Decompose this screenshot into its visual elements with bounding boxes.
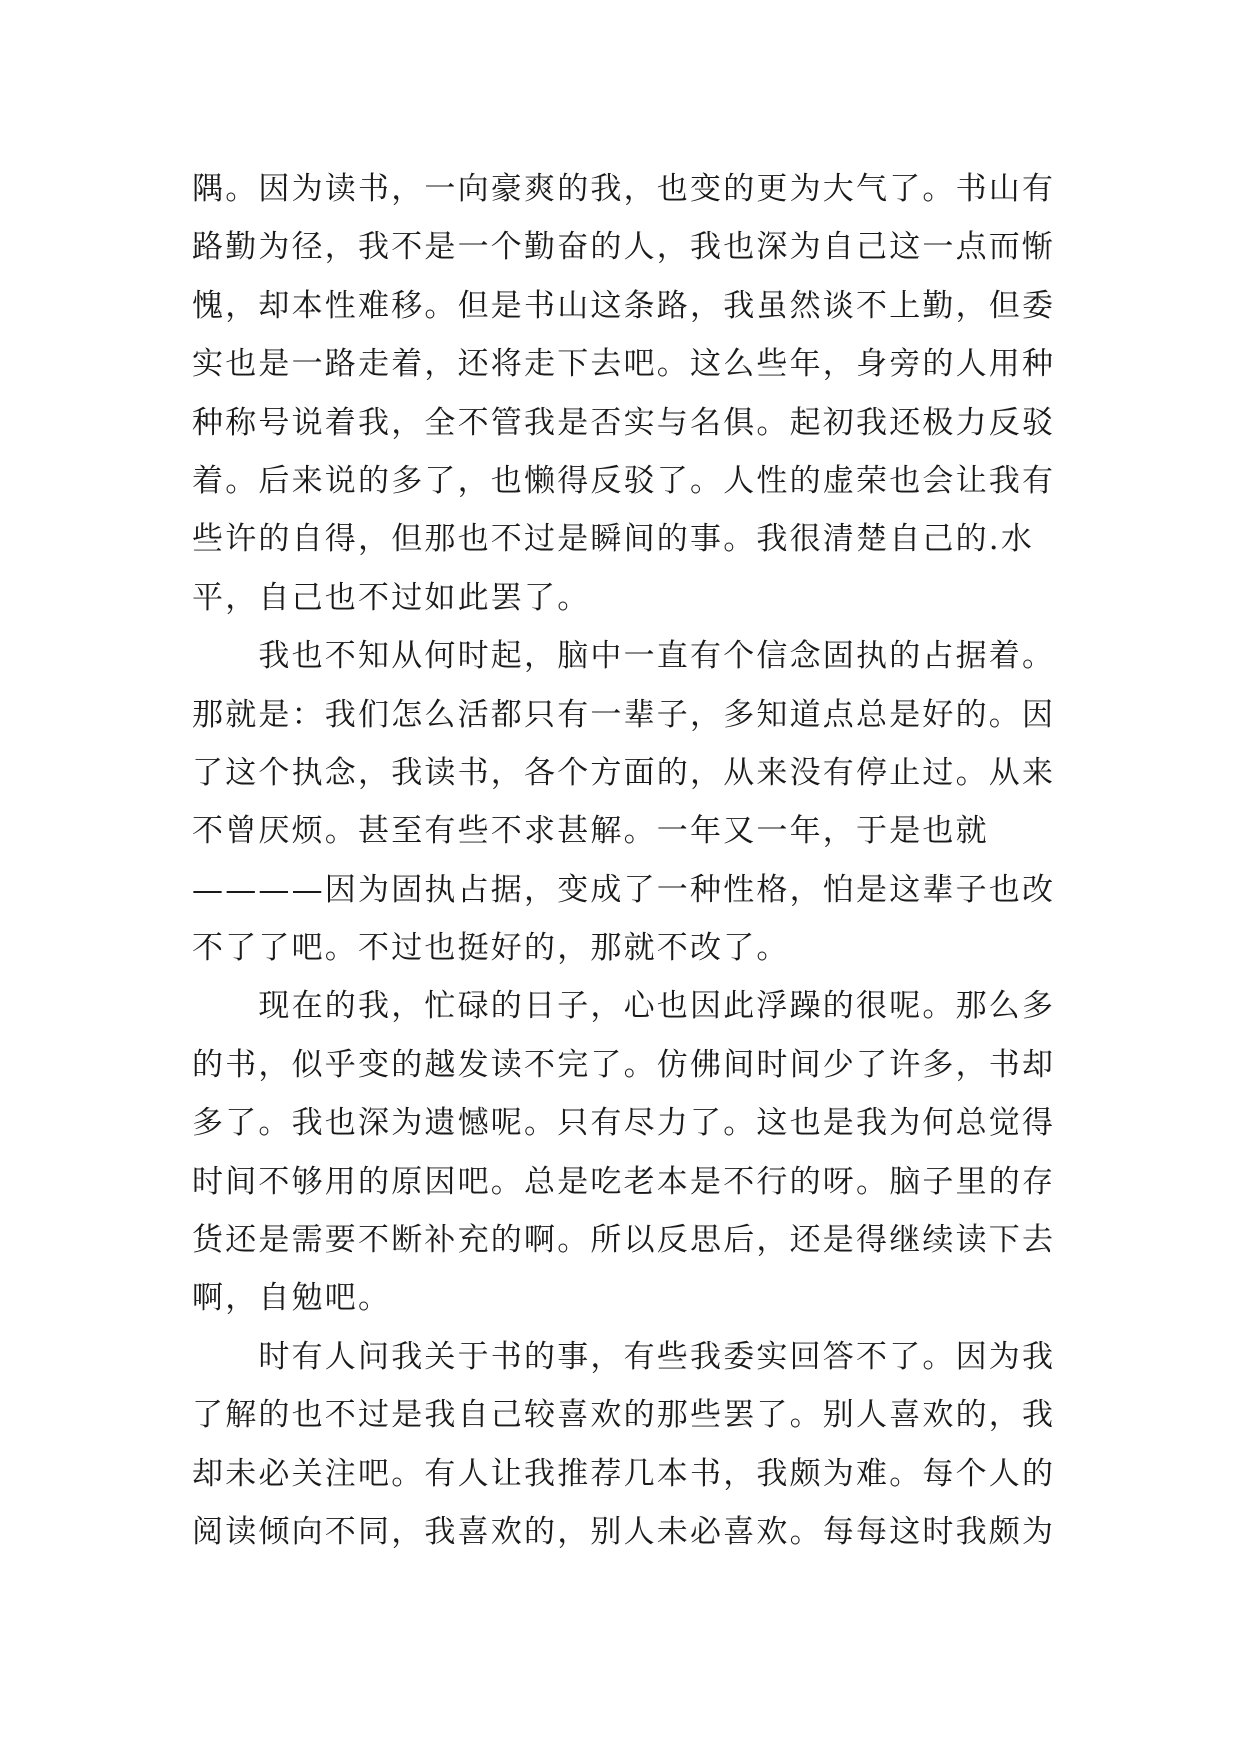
text-line: 种称号说着我，全不管我是否实与名俱。起初我还极力反驳 xyxy=(192,404,1056,441)
text-line: 却未必关注吧。有人让我推荐几本书，我颇为难。每个人的 xyxy=(192,1455,1056,1492)
text-line: 些许的自得，但那也不过是瞬间的事。我很清楚自己的.水 xyxy=(192,521,1035,558)
text-line: 着。后来说的多了，也懒得反驳了。人性的虚荣也会让我有 xyxy=(192,462,1056,499)
text-line: 了这个执念，我读书，各个方面的，从来没有停止过。从来 xyxy=(192,754,1056,791)
text-line: 啊，自勉吧。 xyxy=(192,1280,392,1317)
text-line: 不曾厌烦。甚至有些不求甚解。一年又一年，于是也就 xyxy=(192,813,989,850)
text-line: 不了了吧。不过也挺好的，那就不改了。 xyxy=(192,930,790,967)
text-line: 多了。我也深为遗憾呢。只有尽力了。这也是我为何总觉得 xyxy=(192,1105,1056,1142)
text-line: ————因为固执占据，变成了一种性格，怕是这辈子也改 xyxy=(192,871,1056,908)
text-line: 时有人问我关于书的事，有些我委实回答不了。因为我 xyxy=(192,1338,1056,1375)
text-line: 阅读倾向不同，我喜欢的，别人未必喜欢。每每这时我颇为 xyxy=(192,1513,1056,1550)
text-line: 那就是：我们怎么活都只有一辈子，多知道点总是好的。因 xyxy=(192,696,1056,733)
text-line: 我也不知从何时起，脑中一直有个信念固执的占据着。 xyxy=(192,638,1056,675)
text-line: 了解的也不过是我自己较喜欢的那些罢了。别人喜欢的，我 xyxy=(192,1397,1056,1434)
text-line: 货还是需要不断补充的啊。所以反思后，还是得继续读下去 xyxy=(192,1222,1056,1259)
text-line: 现在的我，忙碌的日子，心也因此浮躁的很呢。那么多 xyxy=(192,988,1056,1025)
text-line: 时间不够用的原因吧。总是吃老本是不行的呀。脑子里的存 xyxy=(192,1163,1056,1200)
text-line: 隅。因为读书，一向豪爽的我，也变的更为大气了。书山有 xyxy=(192,171,1056,207)
body-text xyxy=(192,160,1072,1561)
text-line: 的书，似乎变的越发读不完了。仿佛间时间少了许多，书却 xyxy=(192,1046,1056,1083)
text-line: 愧，却本性难移。但是书山这条路，我虽然谈不上勤，但委 xyxy=(192,287,1056,324)
text-line: 平，自己也不过如此罢了。 xyxy=(192,579,591,616)
text-line: 实也是一路走着，还将走下去吧。这么些年，身旁的人用种 xyxy=(192,346,1056,383)
text-line: 路勤为径，我不是一个勤奋的人，我也深为自己这一点而惭 xyxy=(192,229,1056,266)
